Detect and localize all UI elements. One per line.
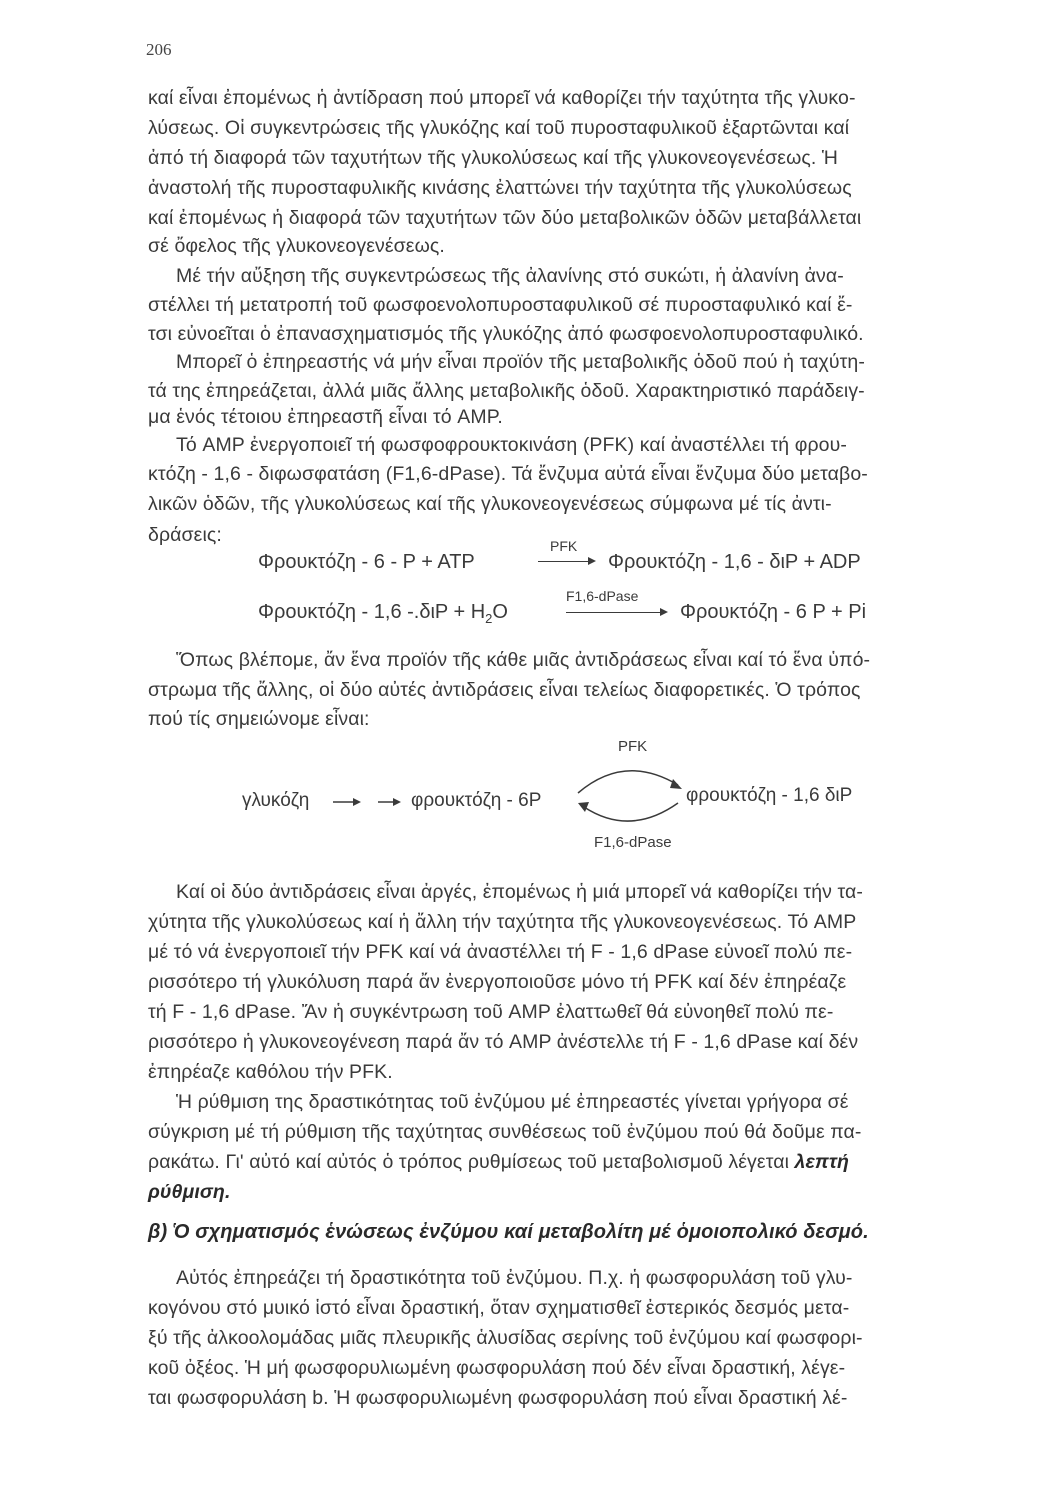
text-line: τσι εὐνοεῖται ὁ ἐπανασχηματισμός τῆς γλυκόζης ἀπό φωσφοενολοπυροσταφυλικό.	[148, 323, 864, 345]
text-line: δράσεις:	[148, 524, 222, 546]
diagram-arrows	[330, 790, 410, 814]
arrow-head-icon	[660, 608, 668, 616]
text-line: Μπορεῖ ὁ ἐπηρεαστής νά μήν εἶναι προϊόν τῆς μεταβολικῆς ὁδοῦ πού ἡ ταχύτη-	[176, 351, 865, 373]
diagram-enzyme-bottom: F1,6-dPase	[594, 834, 672, 851]
text-line: καί ἐπομένως ἡ διαφορά τῶν ταχυτήτων τῶν δύο μεταβολικῶν ὁδῶν μεταβάλλεται	[148, 207, 862, 229]
arrow-head-icon	[353, 798, 361, 806]
text-line: λικῶν ὁδῶν, τῆς γλυκολύσεως καί τῆς γλυκονεογενέσεως σύμφωνα μέ τίς ἀντι-	[148, 493, 832, 515]
text-line: χύτητα τῆς γλυκολύσεως καί ἡ ἄλλη τήν ταχύτητα τῆς γλυκονεογενέσεως. Τό AMP	[148, 911, 857, 933]
reaction-2-arrow	[566, 612, 660, 613]
text-line: ρισσότερο ἡ γλυκονεογένεση παρά ἄν τό AMP ἀνέστελλε τή F - 1,6 dPase καί δέν	[148, 1031, 859, 1053]
diagram-glucose: γλυκόζη	[242, 790, 310, 811]
text-line: πού τίς σημειώνομε εἶναι:	[148, 708, 370, 730]
text-line: ξύ τῆς ἀλκοολομάδας μιᾶς πλευρικῆς ἁλυσίδας σερίνης τοῦ ἐνζύμου καί φωσφορι-	[148, 1327, 863, 1349]
arrow-head-icon	[670, 779, 682, 789]
arrow-head-icon	[393, 798, 401, 806]
text-line: ται φωσφορυλάση b. Ἡ φωσφορυλιωμένη φωσφορυλάση πού εἶναι δραστική λέ-	[148, 1387, 848, 1409]
reaction-1-arrow	[538, 561, 588, 562]
reaction-1-enzyme: PFK	[550, 538, 578, 554]
section-heading: β) Ὁ σχηματισμός ἑνώσεως ἐνζύμου καί μεταβολίτη μέ ὁμοιοπολικό δεσμό.	[148, 1221, 869, 1243]
diagram-enzyme-top: PFK	[618, 738, 648, 755]
text-line: ἀπό τή διαφορά τῶν ταχυτήτων τῆς γλυκολύσεως καί τῆς γλυκονεογενέσεως. Ἡ	[148, 147, 839, 169]
text-line: κοῦ ὀξέος. Ἡ μή φωσφορυλιωμένη φωσφορυλάση πού δέν εἶναι δραστική, λέγε-	[148, 1357, 846, 1379]
text-line: Μέ τήν αὔξηση τῆς συγκεντρώσεως τῆς ἀλανίνης στό συκώτι, ἡ ἀλανίνη ἀνα-	[176, 265, 844, 287]
text-line: τή F - 1,6 dPase. Ἄν ἡ συγκέντρωση τοῦ AMP ἐλαττωθεῖ θά εὐνοηθεῖ πολύ πε-	[148, 1001, 834, 1023]
text-line: μα ἑνός τέτοιου ἐπηρεαστῆ εἶναι τό AMP.	[148, 406, 503, 428]
diagram-fructose-16bp: φρουκτόζη - 1,6 διP	[686, 785, 853, 806]
reaction-2-products: Φρουκτόζη - 6 P + Pi	[680, 601, 867, 623]
text-line: στέλλει τή μετατροπή τοῦ φωσφοενολοπυροσταφυλικοῦ σέ πυροσταφυλικό καί ἔ-	[148, 294, 853, 316]
text-line: κτόζη - 1,6 - διφωσφατάση (F1,6-dPase). Τά ἔνζυμα αὐτά εἶναι ἔνζυμα δύο μεταβο-	[148, 463, 868, 485]
text-line: μέ τό νά ἐνεργοποιεῖ τήν PFK καί νά ἀναστέλλει τή F - 1,6 dPase εὐνοεῖ πολύ πε-	[148, 941, 853, 963]
text-line: ρισσότερο τή γλυκόλυση παρά ἄν ἐνεργοποιοῦσε μόνο τή PFK καί δέν ἐπηρέαζε	[148, 971, 847, 993]
text-line: Αὐτός ἐπηρεάζει τή δραστικότητα τοῦ ἐνζύμου. Π.χ. ἡ φωσφορυλάση τοῦ γλυ-	[176, 1267, 853, 1289]
emphasized-term: λεπτή	[794, 1151, 849, 1173]
text-line: κογόνου στό μυικό ἱστό εἶναι δραστική, ὅταν σχηματισθεῖ ἐστερικός δεσμός μετα-	[148, 1297, 850, 1319]
diagram-cycle-arrows	[570, 755, 700, 835]
reaction-1-substrates: Φρουκτόζη - 6 - P + ATP	[258, 551, 475, 573]
text-line: ρακάτω. Γι' αὐτό καί αὐτός ὁ τρόπος ρυθμίσεως τοῦ μεταβολισμοῦ λέγεται λεπτή	[148, 1151, 849, 1173]
text-line: Τό AMP ἐνεργοποιεῖ τή φωσφοφρουκτοκινάση (PFK) καί ἀναστέλλει τή φρου-	[176, 434, 847, 456]
reaction-1-products: Φρουκτόζη - 1,6 - διP + ADP	[608, 551, 861, 573]
text-line: καί εἶναι ἐπομένως ἡ ἀντίδραση πού μπορεῖ νά καθορίζει τήν ταχύτητα τῆς γλυκο-	[148, 87, 856, 109]
emphasized-term: ρύθμιση.	[148, 1181, 231, 1203]
text-line: σύγκριση μέ τή ρύθμιση τῆς ταχύτητας συνθέσεως τοῦ ἐνζύμου πού θά δοῦμε πα-	[148, 1121, 862, 1143]
text-line: λύσεως. Οἱ συγκεντρώσεις τῆς γλυκόζης καί τοῦ πυροσταφυλικοῦ ἐξαρτῶνται καί	[148, 117, 850, 139]
text-line: ἀναστολή τῆς πυροσταφυλικῆς κινάσης ἐλαττώνει τήν ταχύτητα τῆς γλυκολύσεως	[148, 177, 852, 199]
text-line: σέ ὄφελος τῆς γλυκονεογενέσεως.	[148, 235, 445, 257]
arrow-head-icon	[588, 557, 596, 565]
reaction-2-substrates: Φρουκτόζη - 1,6 $-.\delta\iota P + H_2O$	[258, 601, 508, 626]
text-line: Ἡ ρύθμιση της δραστικότητας τοῦ ἐνζύμου μέ ἐπηρεαστές γίνεται γρήγορα σέ	[176, 1091, 849, 1113]
text-line: ἐπηρέαζε καθόλου τήν PFK.	[148, 1061, 393, 1083]
text-line: Ὅπως βλέπομε, ἄν ἕνα προϊόν τῆς κάθε μιᾶς ἀντιδράσεως εἶναι καί τό ἕνα ὑπό-	[176, 649, 871, 671]
page-number: 206	[146, 40, 172, 59]
reaction-2-enzyme: F1,6-dPase	[566, 588, 639, 604]
text-line: τά της ἐπηρεάζεται, ἀλλά μιᾶς ἄλλης μεταβολικῆς ὁδοῦ. Χαρακτηριστικό παράδειγ-	[148, 380, 865, 402]
arrow-head-icon	[578, 802, 589, 812]
text-line: Καί οἱ δύο ἀντιδράσεις εἶναι ἀργές, ἐπομένως ἡ μιά μπορεῖ νά καθορίζει τήν τα-	[176, 881, 864, 903]
text-line: στρωμα τῆς ἄλλης, οἱ δύο αὐτές ἀντιδράσεις εἶναι τελείως διαφορετικές. Ὁ τρόπος	[148, 679, 861, 701]
diagram-fructose-6p: φρουκτόζη - 6P	[411, 790, 542, 811]
